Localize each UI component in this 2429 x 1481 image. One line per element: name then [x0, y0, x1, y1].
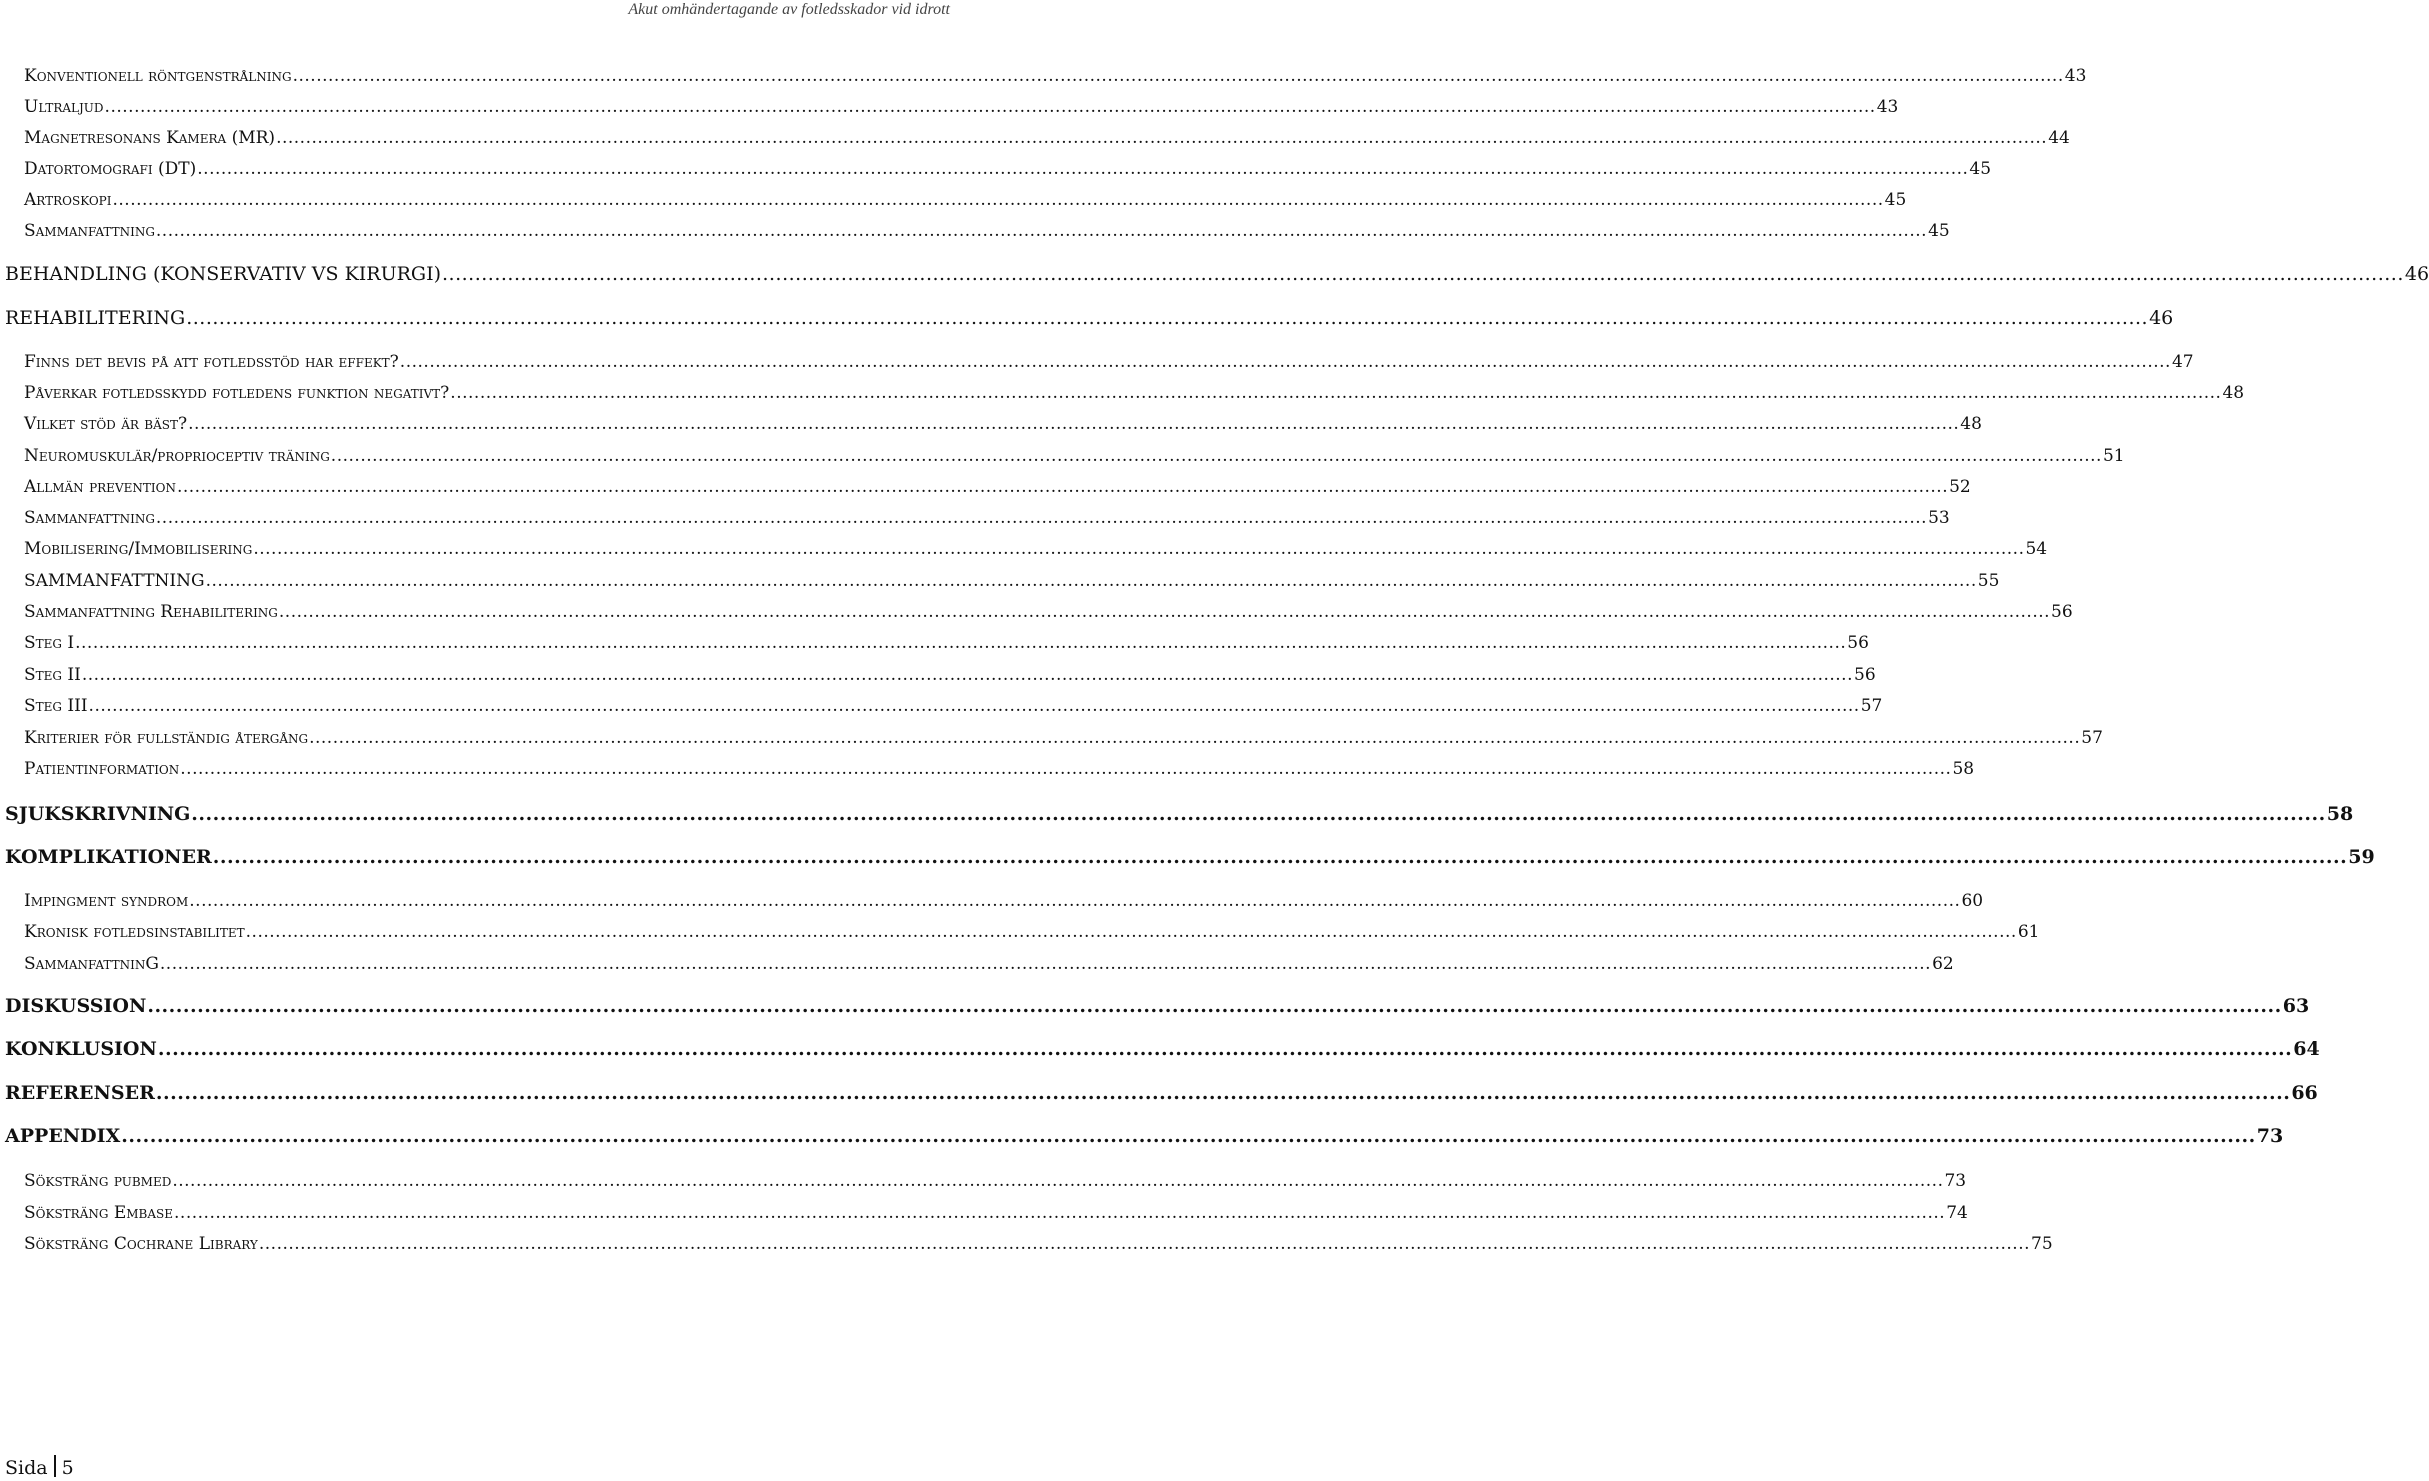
toc-entry-page: 55 — [1977, 571, 2000, 591]
toc-entry-page: 57 — [2081, 728, 2103, 748]
toc-entry-page: 45 — [1969, 159, 1992, 179]
toc-dot-leader: ............................................................................................................................................................................................................................................................................................................ — [155, 1082, 2291, 1104]
toc-entry[interactable] — [24, 665, 1876, 685]
toc-dot-leader: ............................................................................................................................................................................................................................................................................................................ — [75, 633, 1847, 653]
toc-entry-page: 48 — [2222, 383, 2245, 403]
toc-entry-title: Kriterier för fullständig återgång — [24, 728, 309, 748]
toc-dot-leader: ............................................................................................................................................................................................................................................................................................................ — [155, 221, 1928, 241]
toc-entry[interactable] — [24, 159, 1992, 179]
toc-entry-page: 75 — [2031, 1234, 2053, 1254]
toc-dot-leader: ............................................................................................................................................................................................................................................................................................................ — [191, 803, 2326, 825]
toc-entry-title: Kronisk fotledsinstabilitet — [24, 922, 245, 942]
toc-entry-title: Påverkar fotledsskydd fotledens funktion negativt? — [24, 383, 450, 403]
toc-dot-leader: ............................................................................................................................................................................................................................................................................................................ — [104, 97, 1876, 117]
toc-entry[interactable] — [24, 922, 2040, 942]
toc-dot-leader: ............................................................................................................................................................................................................................................................................................................ — [399, 352, 2171, 372]
toc-entry[interactable] — [24, 446, 2125, 466]
toc-entry-page: 63 — [2282, 995, 2310, 1017]
toc-entry-title: Söksträng Cochrane Library — [24, 1234, 258, 1254]
toc-dot-leader: ............................................................................................................................................................................................................................................................................................................ — [147, 995, 2282, 1017]
toc-entry-page: 45 — [1884, 190, 1907, 210]
toc-entry-title: REFERENSER — [5, 1082, 155, 1104]
toc-dot-leader: ............................................................................................................................................................................................................................................................................................................ — [212, 846, 2348, 868]
toc-entry[interactable] — [24, 1203, 1968, 1223]
toc-entry[interactable] — [5, 803, 2354, 825]
toc-entry[interactable] — [24, 891, 1984, 911]
toc-entry-page: 43 — [2064, 66, 2087, 86]
toc-entry-title: Patientinformation — [24, 759, 180, 779]
toc-entry-title: Finns det bevis på att fotledsstöd har effekt? — [24, 352, 399, 372]
toc-entry[interactable] — [24, 696, 1883, 716]
toc-entry-title: DISKUSSION — [5, 995, 147, 1017]
toc-entry-title: Mobilisering/Immobilisering — [24, 539, 253, 559]
toc-entry-title: Sammanfattning — [24, 221, 155, 241]
toc-entry[interactable] — [24, 383, 2245, 403]
toc-entry[interactable] — [24, 571, 2000, 591]
toc-entry-page: 56 — [1847, 633, 1869, 653]
toc-entry-page: 64 — [2293, 1038, 2320, 1060]
toc-entry-title: Magnetresonans Kamera (MR) — [24, 128, 276, 148]
running-header: Akut omhändertagande av fotledsskador vid idrott — [628, 1, 950, 18]
footer-divider — [54, 1455, 56, 1477]
toc-entry[interactable] — [24, 1171, 1967, 1191]
toc-entry[interactable] — [24, 633, 1869, 653]
toc-entry[interactable] — [5, 307, 2174, 329]
toc-entry-title: SJUKSKRIVNING — [5, 803, 191, 825]
toc-entry-title: Datortomografi (DT) — [24, 159, 197, 179]
toc-entry-title: REHABILITERING — [5, 307, 186, 329]
toc-entry-page: 56 — [1854, 665, 1876, 685]
toc-dot-leader: ............................................................................................................................................................................................................................................................................................................ — [197, 159, 1969, 179]
toc-entry-page: 58 — [2326, 803, 2354, 825]
toc-entry-page: 58 — [1952, 759, 1975, 779]
toc-dot-leader: ............................................................................................................................................................................................................................................................................................................ — [155, 508, 1928, 528]
toc-entry-page: 45 — [1928, 221, 1950, 241]
toc-entry-title: Steg I — [24, 633, 75, 653]
toc-entry-title: Konventionell röntgenstrålning — [24, 66, 292, 86]
toc-dot-leader: ............................................................................................................................................................................................................................................................................................................ — [121, 1125, 2256, 1147]
toc-entry-page: 54 — [2025, 539, 2048, 559]
toc-dot-leader: ............................................................................................................................................................................................................................................................................................................ — [81, 665, 1853, 685]
toc-entry-title: BEHANDLING (KONSERVATIV VS KIRURGI) — [5, 263, 442, 285]
toc-entry[interactable] — [5, 263, 2429, 285]
toc-entry[interactable] — [24, 66, 2087, 86]
toc-entry-page: 46 — [2404, 263, 2429, 285]
toc-entry[interactable] — [24, 539, 2048, 559]
toc-entry-title: Artroskopi — [24, 190, 112, 210]
toc-dot-leader: ............................................................................................................................................................................................................................................................................................................ — [174, 1203, 1946, 1223]
toc-entry-title: Sammanfattning Rehabilitering — [24, 602, 278, 622]
toc-dot-leader: ............................................................................................................................................................................................................................................................................................................ — [189, 891, 1961, 911]
toc-entry[interactable] — [24, 352, 2194, 372]
toc-entry-page: 44 — [2048, 128, 2070, 148]
toc-entry-page: 46 — [2149, 307, 2174, 329]
toc-entry-title: SAMMANFATTNING — [24, 571, 205, 591]
toc-dot-leader: ............................................................................................................................................................................................................................................................................................................ — [245, 922, 2017, 942]
toc-dot-leader: ............................................................................................................................................................................................................................................................................................................ — [276, 128, 2048, 148]
toc-entry[interactable] — [5, 1125, 2284, 1147]
toc-dot-leader: ............................................................................................................................................................................................................................................................................................................ — [205, 571, 1977, 591]
toc-entry-title: SammanfattninG — [24, 954, 159, 974]
toc-entry-page: 52 — [1949, 477, 1971, 497]
toc-entry-title: Sammanfattning — [24, 508, 155, 528]
toc-entry-title: Steg II — [24, 665, 81, 685]
toc-entry-page: 47 — [2171, 352, 2194, 372]
toc-entry[interactable] — [24, 128, 2070, 148]
toc-entry-title: APPENDIX — [5, 1125, 121, 1147]
toc-entry-page: 62 — [1932, 954, 1954, 974]
toc-dot-leader: ............................................................................................................................................................................................................................................................................................................ — [159, 954, 1932, 974]
toc-dot-leader: ............................................................................................................................................................................................................................................................................................................ — [172, 1171, 1944, 1191]
toc-entry-title: Söksträng Embase — [24, 1203, 174, 1223]
toc-entry[interactable] — [24, 221, 1950, 241]
toc-entry[interactable] — [24, 602, 2073, 622]
toc-entry[interactable] — [24, 97, 1899, 117]
toc-entry-title: Impingment syndrom — [24, 891, 189, 911]
toc-entry-title: KOMPLIKATIONER — [5, 846, 212, 868]
toc-dot-leader: ............................................................................................................................................................................................................................................................................................................ — [186, 307, 2149, 329]
toc-entry-page: 61 — [2017, 922, 2040, 942]
toc-entry-page: 56 — [2051, 602, 2073, 622]
toc-entry-page: 66 — [2291, 1082, 2318, 1104]
toc-entry-title: Ultraljud — [24, 97, 104, 117]
toc-entry-title: Allmän prevention — [24, 477, 176, 497]
toc-entry-title: Vilket stöd är bäst? — [24, 414, 188, 434]
toc-entry[interactable] — [24, 477, 1971, 497]
toc-entry-page: 74 — [1946, 1203, 1968, 1223]
toc-dot-leader: ............................................................................................................................................................................................................................................................................................................ — [309, 728, 2081, 748]
toc-entry-page: 51 — [2102, 446, 2125, 466]
toc-entry-title: Neuromuskulär/proprioceptiv träning — [24, 446, 330, 466]
toc-entry[interactable] — [24, 414, 1982, 434]
toc-entry-page: 43 — [1876, 97, 1899, 117]
toc-entry[interactable] — [24, 508, 1950, 528]
toc-entry-page: 48 — [1960, 414, 1982, 434]
toc-entry[interactable] — [24, 190, 1907, 210]
toc-entry[interactable] — [24, 728, 2103, 748]
toc-dot-leader: ............................................................................................................................................................................................................................................................................................................ — [292, 66, 2064, 86]
toc-dot-leader: ............................................................................................................................................................................................................................................................................................................ — [188, 414, 1960, 434]
toc-dot-leader: ............................................................................................................................................................................................................................................................................................................ — [330, 446, 2102, 466]
toc-entry-title: Steg III — [24, 696, 88, 716]
toc-entry-page: 59 — [2348, 846, 2375, 868]
toc-dot-leader: ............................................................................................................................................................................................................................................................................................................ — [278, 602, 2051, 622]
page-footer — [5, 1455, 74, 1479]
toc-dot-leader: ............................................................................................................................................................................................................................................................................................................ — [253, 539, 2025, 559]
toc-dot-leader: ............................................................................................................................................................................................................................................................................................................ — [450, 383, 2222, 403]
toc-entry[interactable] — [5, 995, 2310, 1017]
toc-dot-leader: ............................................................................................................................................................................................................................................................................................................ — [112, 190, 1884, 210]
toc-dot-leader: ............................................................................................................................................................................................................................................................................................................ — [176, 477, 1949, 497]
toc-dot-leader: ............................................................................................................................................................................................................................................................................................................ — [442, 263, 2404, 285]
toc-dot-leader: ............................................................................................................................................................................................................................................................................................................ — [180, 759, 1952, 779]
toc-entry-page: 73 — [2256, 1125, 2284, 1147]
toc-entry-title: Söksträng pubmed — [24, 1171, 172, 1191]
toc-entry-page: 53 — [1928, 508, 1950, 528]
toc-dot-leader: ............................................................................................................................................................................................................................................................................................................ — [88, 696, 1860, 716]
toc-entry-page: 60 — [1961, 891, 1984, 911]
toc-entry-page: 57 — [1860, 696, 1883, 716]
footer-page-number: 5 — [61, 1457, 74, 1479]
toc-dot-leader: ............................................................................................................................................................................................................................................................................................................ — [157, 1038, 2293, 1060]
toc-entry-title: KONKLUSION — [5, 1038, 157, 1060]
toc-entry[interactable] — [24, 954, 1954, 974]
toc-entry[interactable] — [5, 846, 2375, 868]
toc-dot-leader: ............................................................................................................................................................................................................................................................................................................ — [258, 1234, 2031, 1254]
footer-label: Sida — [5, 1457, 48, 1479]
toc-entry[interactable] — [5, 1038, 2320, 1060]
toc-entry-page: 73 — [1944, 1171, 1967, 1191]
toc-entry[interactable] — [24, 759, 1975, 779]
toc-entry[interactable] — [24, 1234, 2053, 1254]
toc-entry[interactable] — [5, 1082, 2318, 1104]
